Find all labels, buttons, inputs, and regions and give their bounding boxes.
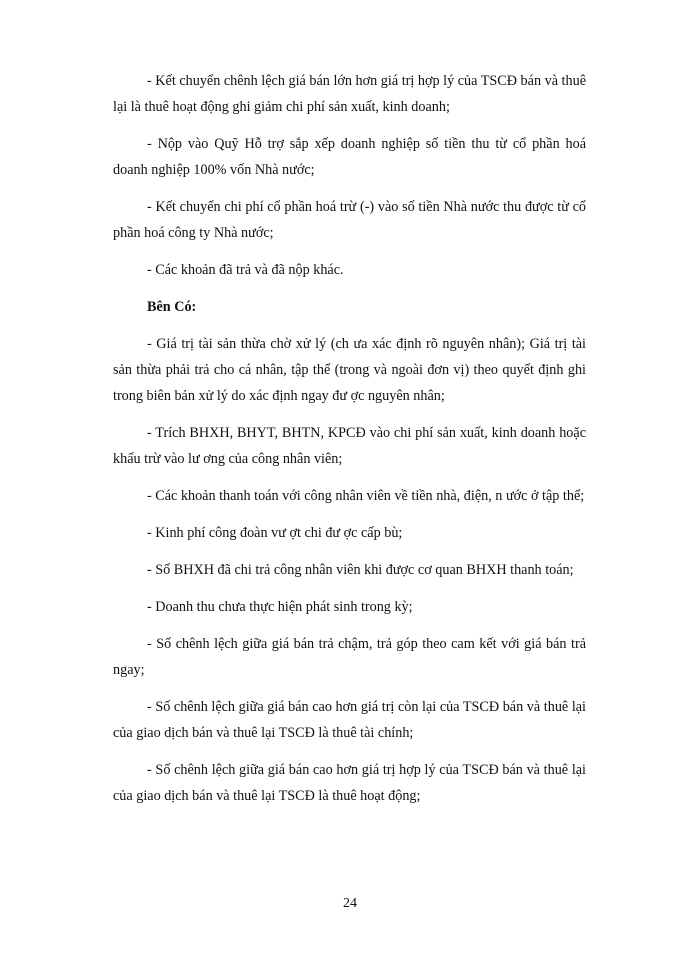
paragraph-credit-2: - Trích BHXH, BHYT, BHTN, KPCĐ vào chi phí sản xuất, kinh doanh hoặc khấu trừ vào lư ơng của công nhân viên; bbox=[113, 425, 586, 467]
paragraph-credit-9: - Số chênh lệch giữa giá bán cao hơn giá trị hợp lý của TSCĐ bán và thuê lại của giao dịch bán và thuê lại TSCĐ là thuê hoạt động; bbox=[113, 762, 586, 804]
paragraph-credit-6: - Doanh thu chưa thực hiện phát sinh trong kỳ; bbox=[147, 599, 413, 615]
page-body bbox=[113, 68, 586, 820]
paragraph-credit-4: - Kinh phí công đoàn vư ợt chi đư ợc cấp bù; bbox=[147, 525, 403, 541]
paragraph-credit-3: - Các khoản thanh toán với công nhân viên về tiền nhà, điện, n ước ở tập thể; bbox=[147, 488, 585, 504]
paragraph-debit-2: - Nộp vào Quỹ Hỗ trợ sắp xếp doanh nghiệp số tiền thu từ cổ phần hoá doanh nghiệp 100% vốn Nhà nước; bbox=[113, 136, 586, 178]
paragraph-credit-7: - Số chênh lệch giữa giá bán trả chậm, trả góp theo cam kết với giá bán trả ngay; bbox=[113, 636, 586, 678]
page-number: 24 bbox=[343, 896, 357, 911]
paragraph-debit-4: - Các khoản đã trả và đã nộp khác. bbox=[147, 262, 344, 278]
paragraph-credit-5: - Số BHXH đã chi trả công nhân viên khi được cơ quan BHXH thanh toán; bbox=[147, 562, 574, 578]
paragraph-debit-3: - Kết chuyển chi phí cổ phần hoá trừ (-) vào số tiền Nhà nước thu được từ cổ phần hoá công ty Nhà nước; bbox=[113, 199, 586, 241]
paragraph-credit-8: - Số chênh lệch giữa giá bán cao hơn giá trị còn lại của TSCĐ bán và thuê lại của giao dịch bán và thuê lại TSCĐ là thuê tài chính; bbox=[113, 699, 586, 741]
section-heading-credit: Bên Có: bbox=[147, 299, 197, 315]
paragraph-credit-1: - Giá trị tài sản thừa chờ xử lý (ch ưa xác định rõ nguyên nhân); Giá trị tài sản thừa phải trả cho cá nhân, tập thể (trong và ngoài đơn vị) theo quyết định ghi trong biên bản xử lý do xác định ngay đư ợc nguyên nhân; bbox=[113, 336, 586, 404]
paragraph-debit-1: - Kết chuyển chênh lệch giá bán lớn hơn giá trị hợp lý của TSCĐ bán và thuê lại là thuê hoạt động ghi giảm chi phí sản xuất, kinh doanh; bbox=[113, 73, 586, 115]
